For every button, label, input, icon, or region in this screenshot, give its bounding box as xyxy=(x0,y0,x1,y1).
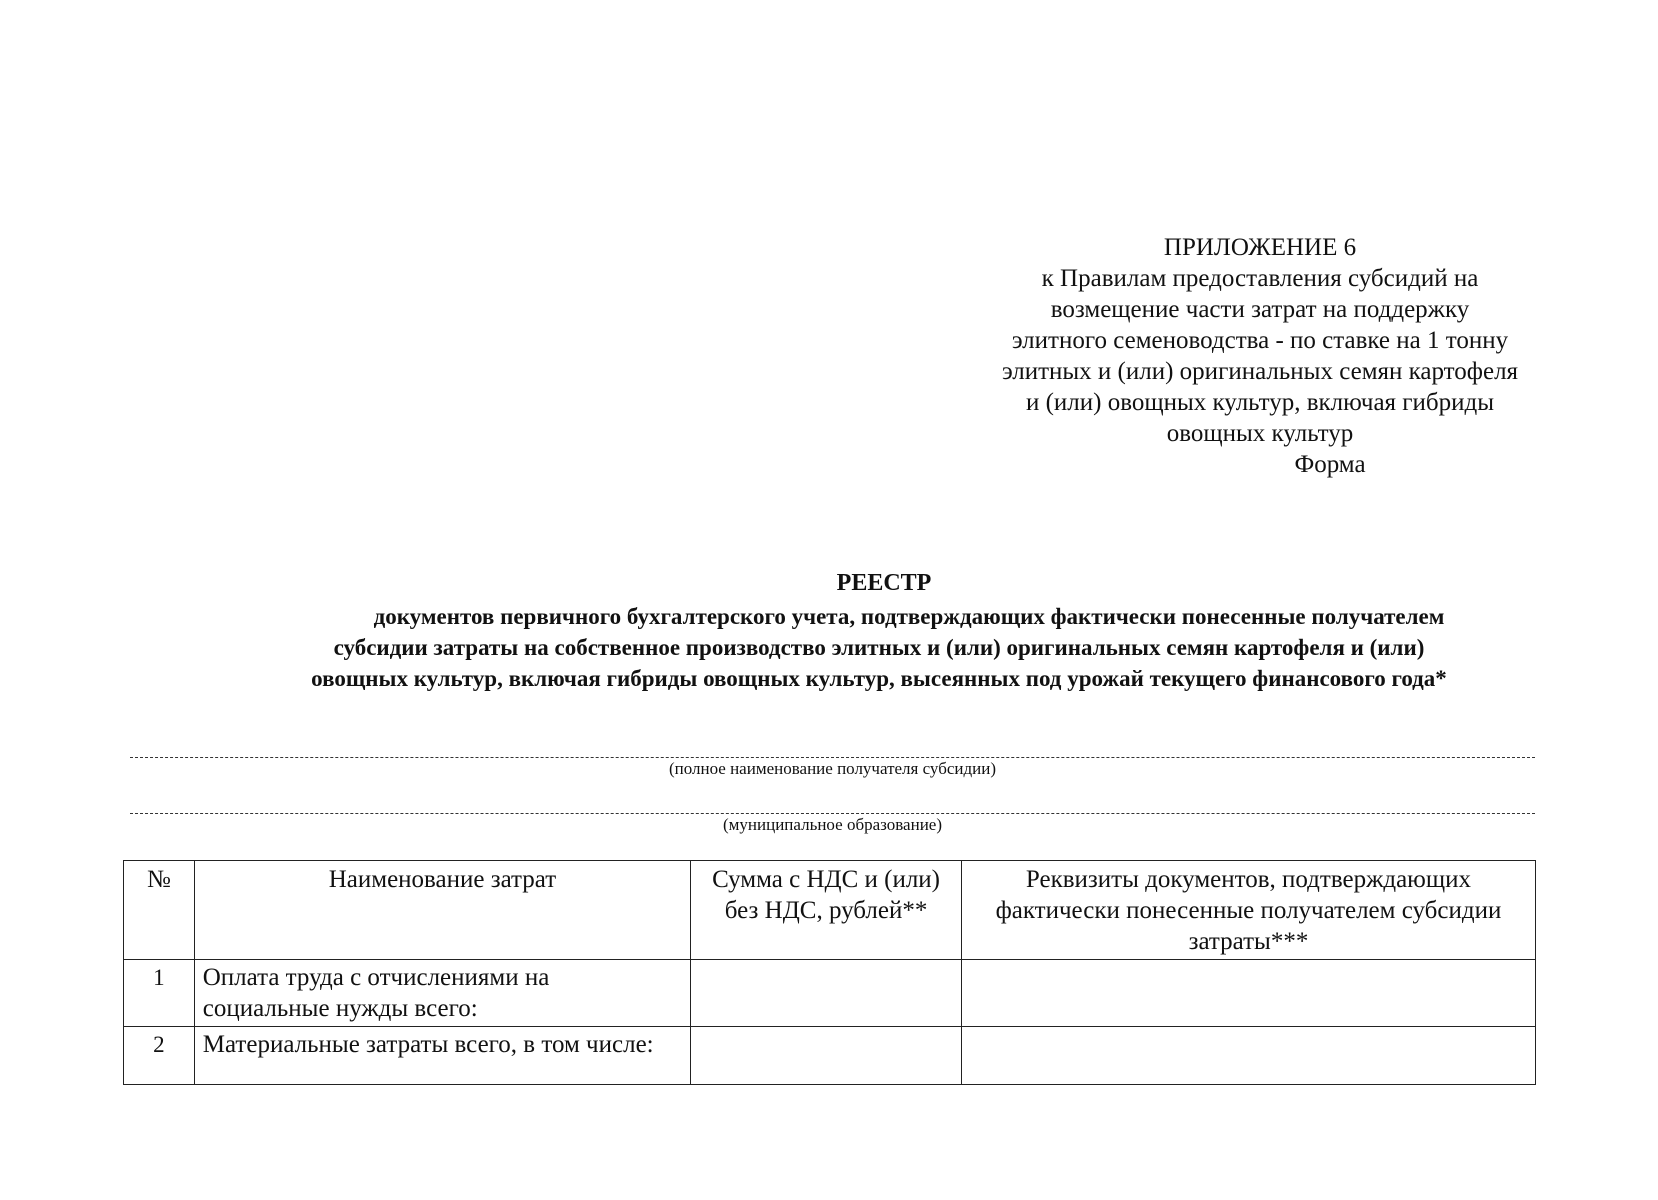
document-subtitle-line: документов первичного бухгалтерского учета, подтверждающих фактически понесенные получателем xyxy=(373,604,1445,629)
row-number: 2 xyxy=(124,1027,195,1085)
document-subtitle-line: овощных культур, включая гибриды овощных культур, высеянных под урожай текущего финансового года* xyxy=(311,666,1447,691)
form-label: Форма xyxy=(1294,451,1366,478)
row-number: 1 xyxy=(124,960,195,1027)
recipient-fill-line[interactable] xyxy=(130,757,1535,758)
row-name: Материальные затраты всего, в том числе: xyxy=(194,1027,690,1085)
appendix-line: овощных культур xyxy=(1166,420,1354,447)
header-number: № xyxy=(124,861,195,960)
recipient-caption: (полное наименование получателя субсидии) xyxy=(668,759,997,778)
appendix-line: и (или) овощных культур, включая гибриды xyxy=(1025,389,1495,416)
row-sum-cell[interactable] xyxy=(691,960,962,1027)
municipality-caption: (муниципальное образование) xyxy=(723,815,942,834)
document-title-block xyxy=(150,568,1608,694)
appendix-line: элитного семеноводства - по ставке на 1 тонну xyxy=(1011,327,1509,354)
registry-table xyxy=(123,860,1536,1085)
appendix-line: к Правилам предоставления субсидий на xyxy=(1041,265,1479,292)
header-name: Наименование затрат xyxy=(194,861,690,960)
document-title: РЕЕСТР xyxy=(836,570,932,596)
header-requisites: Реквизиты документов, подтверждающих фактически понесенные получателем субсидии затраты*** xyxy=(961,861,1535,960)
row-sum-cell[interactable] xyxy=(691,1027,962,1085)
table-row xyxy=(124,960,1536,1027)
appendix-line: элитных и (или) оригинальных семян картофеля xyxy=(1001,358,1519,385)
municipality-fill-line[interactable] xyxy=(130,813,1535,814)
document-subtitle-line: субсидии затраты на собственное производство элитных и (или) оригинальных семян картофеля и (или) xyxy=(333,635,1425,660)
row-name: Оплата труда с отчислениями на социальные нужды всего: xyxy=(194,960,690,1027)
row-requisites-cell[interactable] xyxy=(961,960,1535,1027)
row-requisites-cell[interactable] xyxy=(961,1027,1535,1085)
appendix-line: возмещение части затрат на поддержку xyxy=(1050,296,1470,323)
appendix-heading: ПРИЛОЖЕНИЕ 6 xyxy=(1163,234,1357,261)
header-sum: Сумма с НДС и (или) без НДС, рублей** xyxy=(691,861,962,960)
table-header-row xyxy=(124,861,1536,960)
table-row xyxy=(124,1027,1536,1085)
appendix-header xyxy=(960,232,1560,480)
